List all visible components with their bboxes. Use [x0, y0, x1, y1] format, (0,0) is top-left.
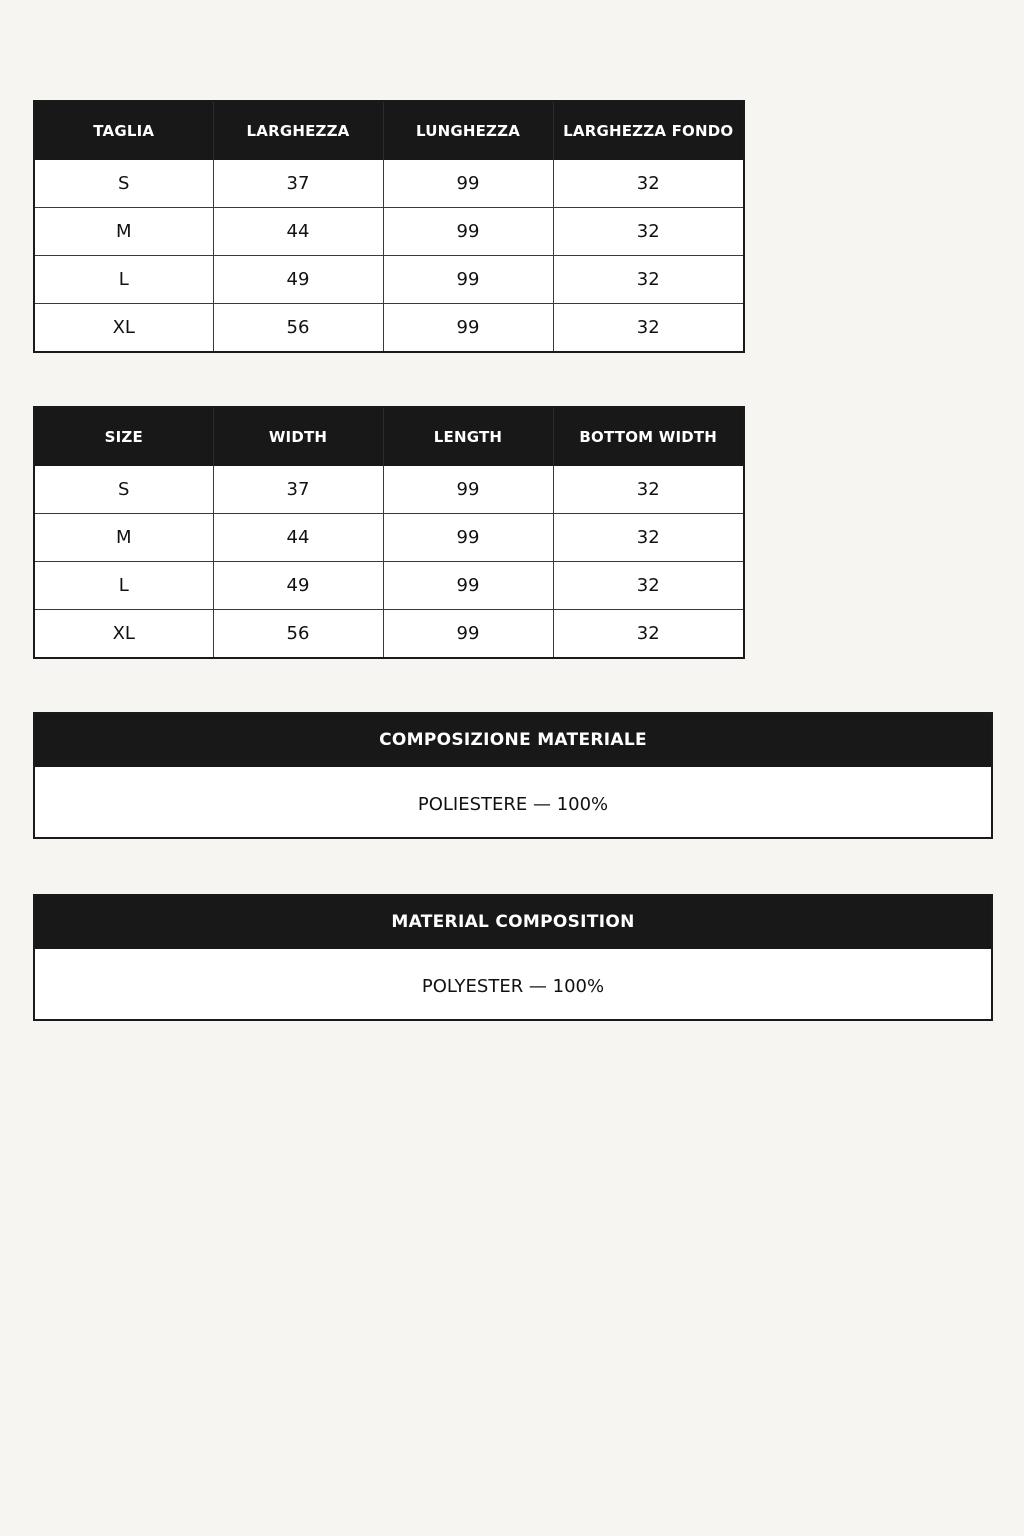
column-header-larghezza-fondo: LARGHEZZA FONDO: [553, 101, 744, 160]
table-cell: 32: [636, 623, 660, 644]
table-cell: 37: [213, 466, 383, 514]
table-cell: 99: [383, 304, 553, 353]
table-cell: 56: [213, 610, 383, 659]
table-cell: 44: [213, 514, 383, 562]
table-cell: L: [34, 256, 213, 304]
table-row: [34, 256, 744, 304]
material-composition-english: [33, 894, 993, 1021]
table-cell: 44: [213, 208, 383, 256]
composition-value: POLIESTERE — 100%: [417, 794, 609, 815]
table-cell: M: [34, 208, 213, 256]
table-cell: L: [34, 562, 213, 610]
table-cell: 99: [383, 610, 553, 659]
table-cell: M: [34, 514, 213, 562]
table-cell: 32: [553, 514, 744, 562]
column-header-bottom-width: BOTTOM WIDTH: [553, 407, 744, 466]
composition-title: MATERIAL COMPOSITION: [35, 896, 991, 949]
table-cell: 32: [636, 317, 660, 338]
table-cell: 37: [213, 160, 383, 208]
table-cell: 32: [553, 160, 744, 208]
column-header-size: SIZE: [34, 407, 213, 466]
table-row: [34, 466, 744, 514]
table-row: [34, 208, 744, 256]
table-cell: 99: [383, 160, 553, 208]
composition-title: COMPOSIZIONE MATERIALE: [35, 714, 991, 767]
material-composition-italian: [33, 712, 993, 839]
table-cell: 99: [383, 514, 553, 562]
table-cell: 49: [213, 256, 383, 304]
table-cell: XL: [34, 610, 213, 659]
table-cell: 32: [553, 256, 744, 304]
table-header-row: [34, 101, 744, 160]
table-cell: 99: [383, 256, 553, 304]
table-cell: 49: [213, 562, 383, 610]
column-header-lunghezza: LUNGHEZZA: [383, 101, 553, 160]
column-header-taglia: TAGLIA: [34, 101, 213, 160]
table-cell: S: [34, 160, 213, 208]
table-row: [34, 160, 744, 208]
table-cell: S: [34, 466, 213, 514]
table-row: [34, 610, 744, 659]
table-cell: 56: [213, 304, 383, 353]
table-row: [34, 514, 744, 562]
size-table-italian: [33, 100, 745, 353]
table-cell: XL: [34, 304, 213, 353]
size-table-english: [33, 406, 745, 659]
table-cell: 32: [553, 208, 744, 256]
table-cell: 99: [383, 208, 553, 256]
table-cell: 99: [383, 466, 553, 514]
table-header-row: [34, 407, 744, 466]
table-cell: 99: [383, 562, 553, 610]
composition-value: POLYESTER — 100%: [421, 976, 605, 997]
table-cell: 32: [553, 466, 744, 514]
column-header-length: LENGTH: [383, 407, 553, 466]
table-cell: 32: [553, 562, 744, 610]
column-header-larghezza: LARGHEZZA: [213, 101, 383, 160]
table-row: [34, 562, 744, 610]
column-header-width: WIDTH: [213, 407, 383, 466]
table-row: [34, 304, 744, 353]
